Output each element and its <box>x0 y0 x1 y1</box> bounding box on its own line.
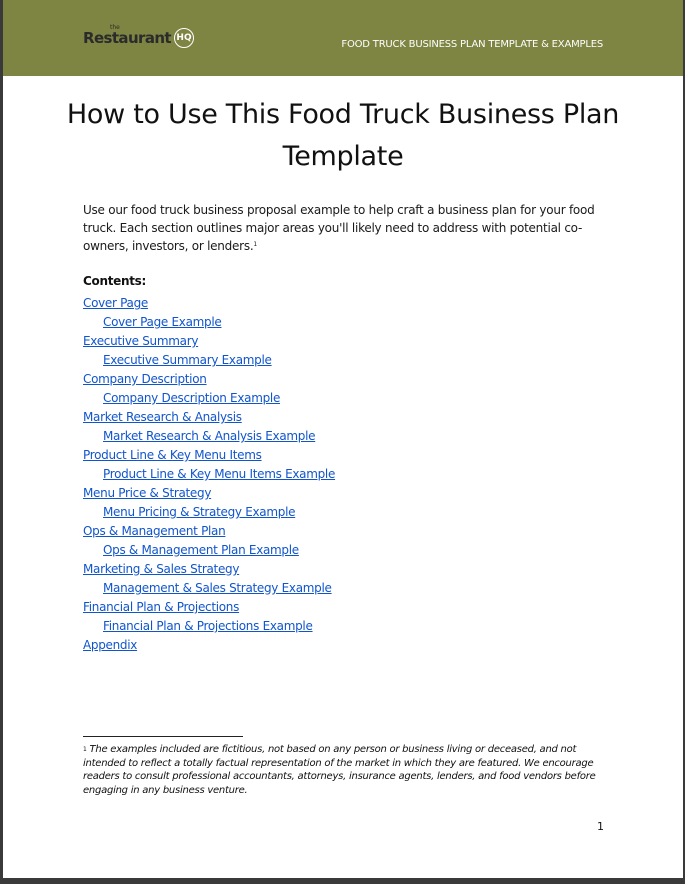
toc-example-link[interactable]: Management & Sales Strategy Example <box>103 581 332 595</box>
restaurant-hq-logo <box>83 26 194 50</box>
footnote-reference[interactable]: 1 <box>253 241 257 248</box>
intro-paragraph <box>83 201 607 255</box>
toc-example-link[interactable]: Cover Page Example <box>103 315 222 329</box>
page-number: 1 <box>597 820 604 833</box>
toc-subsection <box>83 465 335 484</box>
logo-the-text: the <box>110 24 120 31</box>
toc-section-link[interactable]: Menu Price & Strategy <box>83 486 212 500</box>
toc-subsection <box>83 427 335 446</box>
toc-section <box>83 408 335 427</box>
toc-section-link[interactable]: Market Research & Analysis <box>83 410 242 424</box>
toc-section-link[interactable]: Marketing & Sales Strategy <box>83 562 240 576</box>
toc-subsection <box>83 503 335 522</box>
toc-subsection <box>83 389 335 408</box>
contents-label: Contents: <box>83 274 146 288</box>
toc-section-link[interactable]: Appendix <box>83 638 138 652</box>
logo-hq-badge-icon: HQ <box>174 28 194 48</box>
toc-section <box>83 294 335 313</box>
page-header <box>3 0 683 76</box>
document-page <box>3 0 683 878</box>
toc-example-link[interactable]: Executive Summary Example <box>103 353 272 367</box>
footnote <box>83 743 605 797</box>
toc-section <box>83 598 335 617</box>
toc-section <box>83 522 335 541</box>
toc-section <box>83 484 335 503</box>
toc-section <box>83 332 335 351</box>
toc-example-link[interactable]: Product Line & Key Menu Items Example <box>103 467 336 481</box>
toc-example-link[interactable]: Menu Pricing & Strategy Example <box>103 505 296 519</box>
header-title: FOOD TRUCK BUSINESS PLAN TEMPLATE & EXAMPLES <box>341 39 603 50</box>
toc-example-link[interactable]: Ops & Management Plan Example <box>103 543 299 557</box>
toc-example-link[interactable]: Market Research & Analysis Example <box>103 429 316 443</box>
toc-section <box>83 446 335 465</box>
toc-section-link[interactable]: Financial Plan & Projections <box>83 600 240 614</box>
toc-section-link[interactable]: Cover Page <box>83 296 149 310</box>
toc-section-link[interactable]: Company Description <box>83 372 207 386</box>
footnote-text: The examples included are fictitious, not based on any person or business living or deceased, and not intended to reflect a totally factual representation of the market in which they are featured. We encourage readers to consult professional accountants, attorneys, insurance agents, lenders, and food vendors before engaging in any business venture. <box>83 744 596 796</box>
toc-section <box>83 636 335 655</box>
page-title: How to Use This Food Truck Business Plan Template <box>66 99 620 172</box>
toc-section-link[interactable]: Ops & Management Plan <box>83 524 226 538</box>
footnote-marker: 1 <box>83 746 87 753</box>
logo-wordmark: Restaurant <box>83 29 171 47</box>
toc-subsection <box>83 541 335 560</box>
toc-section-link[interactable]: Product Line & Key Menu Items <box>83 448 262 462</box>
toc-subsection <box>83 351 335 370</box>
toc-example-link[interactable]: Financial Plan & Projections Example <box>103 619 313 633</box>
toc-subsection <box>83 313 335 332</box>
toc-section-link[interactable]: Executive Summary <box>83 334 199 348</box>
footnote-divider <box>83 736 243 737</box>
table-of-contents <box>83 294 335 655</box>
toc-section <box>83 370 335 389</box>
toc-subsection <box>83 617 335 636</box>
toc-example-link[interactable]: Company Description Example <box>103 391 281 405</box>
intro-text: Use our food truck business proposal example to help craft a business plan for your food truck. Each section outlines major areas you'll likely need to address with potential co-owners, investors, or lenders. <box>83 203 595 253</box>
toc-section <box>83 560 335 579</box>
toc-subsection <box>83 579 335 598</box>
